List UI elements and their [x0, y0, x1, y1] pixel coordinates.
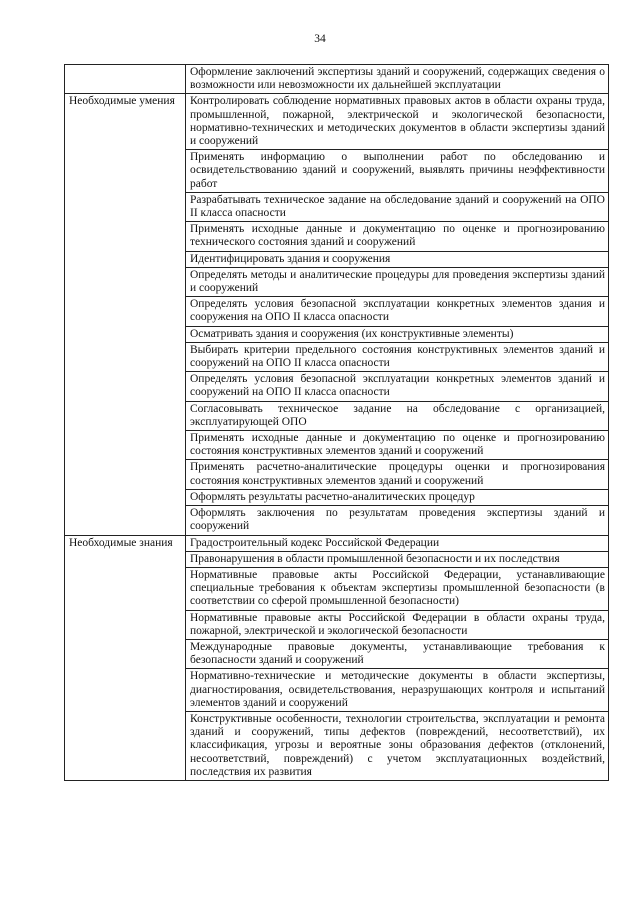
item-cell: Конструктивные особенности, технологии строительства, эксплуатации и ремонта зданий и сооружений, типы дефектов (повреждений, несоответствий), их классификация, угрозы и вероятные зоны образования дефектов (отклонений, несоответствий, повреждений) с учетом эксплуатационных воздействий, последствия их развития [186, 711, 609, 780]
item-cell: Международные правовые документы, устанавливающие требования к безопасности зданий и сооружений [186, 639, 609, 668]
item-cell: Оформление заключений экспертизы зданий и сооружений, содержащих сведения о возможности или невозможности их дальнейшей эксплуатации [186, 65, 609, 94]
category-cell [65, 65, 186, 94]
item-cell: Применять исходные данные и документацию по оценке и прогнозированию состояния конструктивных элементов зданий и сооружений [186, 431, 609, 460]
item-cell: Определять условия безопасной эксплуатации конкретных элементов зданий и сооружений на ОПО II класса опасности [186, 372, 609, 401]
page-number: 34 [314, 33, 326, 45]
item-cell: Нормативные правовые акты Российской Федерации в области охраны труда, пожарной, электрической и экологической безопасности [186, 610, 609, 639]
item-cell: Применять исходные данные и документацию по оценке и прогнозированию технического состояния зданий и сооружений [186, 222, 609, 251]
category-cell: Необходимые знания [65, 535, 186, 780]
item-cell: Осматривать здания и сооружения (их конструктивные элементы) [186, 326, 609, 342]
item-cell: Оформлять заключения по результатам проведения экспертизы зданий и сооружений [186, 506, 609, 535]
item-cell: Идентифицировать здания и сооружения [186, 251, 609, 267]
table-row [65, 65, 609, 94]
table-row [65, 94, 609, 150]
competency-table-body [65, 65, 609, 781]
item-cell: Нормативные правовые акты Российской Федерации, устанавливающие специальные требования к объектам экспертизы промышленной безопасности (в соответствии со сферой промышленной безопасности) [186, 567, 609, 610]
item-cell: Определять методы и аналитические процедуры для проведения экспертизы зданий и сооружений [186, 267, 609, 296]
item-cell: Контролировать соблюдение нормативных правовых актов в области охраны труда, промышленной, пожарной, электрической и экологической безопасности, нормативно-технических и методических документов в области экспертизы зданий и сооружений [186, 94, 609, 150]
item-cell: Оформлять результаты расчетно-аналитических процедур [186, 489, 609, 505]
item-cell: Применять расчетно-аналитические процедуры оценки и прогнозирования состояния конструктивных элементов зданий и сооружений [186, 460, 609, 489]
competency-table [64, 64, 609, 781]
item-cell: Нормативно-технические и методические документы в области экспертизы, диагностирования, освидетельствования, неразрушающих контроля и испытаний элементов зданий и сооружений [186, 669, 609, 712]
item-cell: Определять условия безопасной эксплуатации конкретных элементов здания и сооружения на ОПО II класса опасности [186, 297, 609, 326]
item-cell: Согласовывать техническое задание на обследование с организацией, эксплуатирующей ОПО [186, 401, 609, 430]
item-cell: Разрабатывать техническое задание на обследование зданий и сооружений на ОПО II класса опасности [186, 192, 609, 221]
item-cell: Градостроительный кодекс Российской Федерации [186, 535, 609, 551]
item-cell: Правонарушения в области промышленной безопасности и их последствия [186, 551, 609, 567]
table-row [65, 535, 609, 551]
item-cell: Применять информацию о выполнении работ по обследованию и освидетельствованию зданий и сооружений, выявлять причины неэффективности работ [186, 150, 609, 193]
item-cell: Выбирать критерии предельного состояния конструктивных элементов зданий и сооружений на ОПО II класса опасности [186, 342, 609, 371]
category-cell: Необходимые умения [65, 94, 186, 535]
